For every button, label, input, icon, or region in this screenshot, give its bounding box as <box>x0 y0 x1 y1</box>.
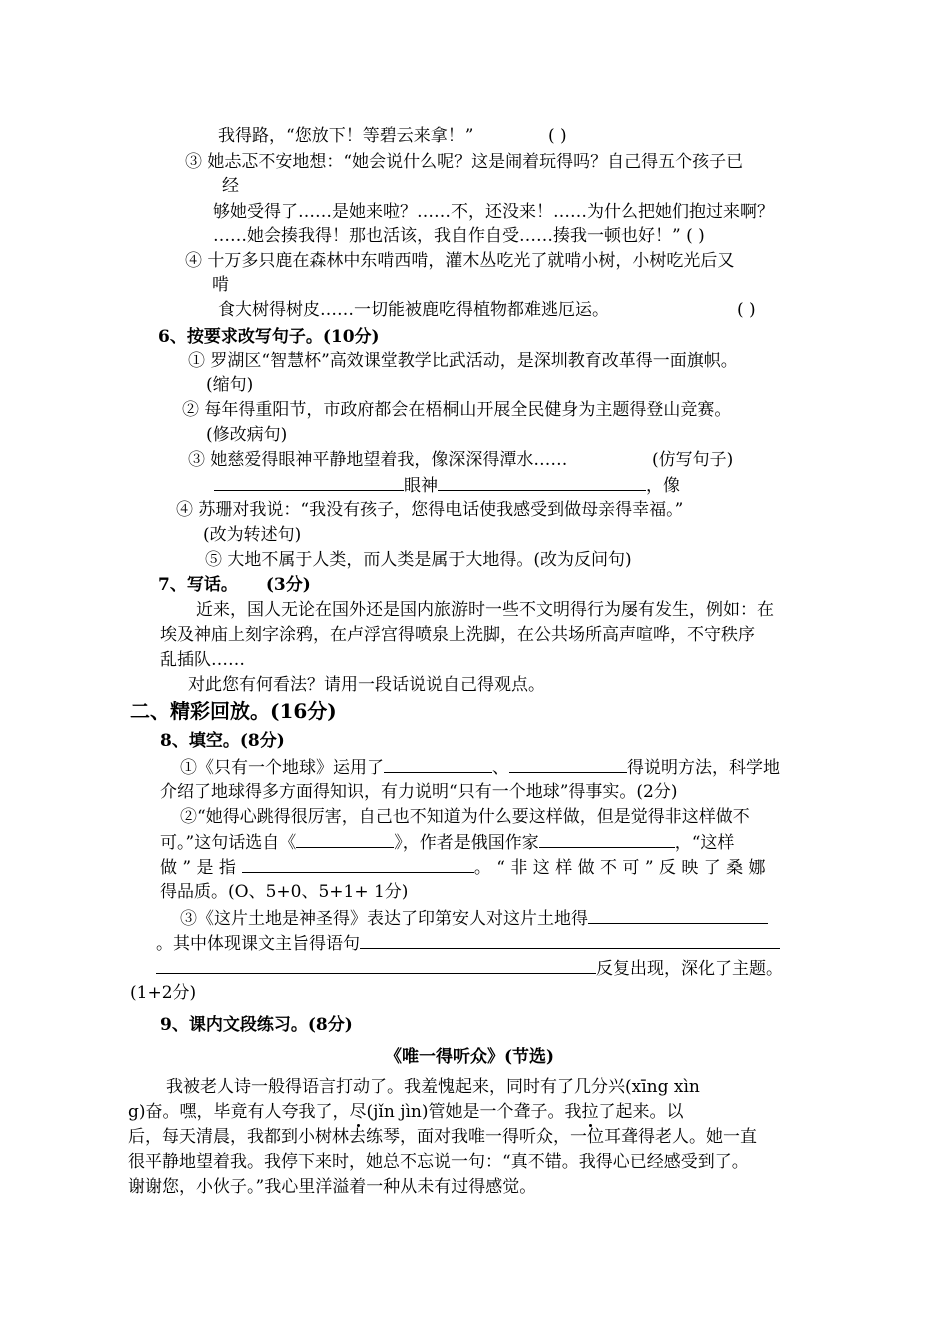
q8-item-2-author-text: 》，作者是俄国作家 <box>394 833 539 853</box>
answer-blank[interactable] <box>384 756 492 773</box>
q8-item-3-theme-text: 。其中体现课文主旨得语句 <box>156 934 360 954</box>
q8-item-3-line-2 <box>156 932 780 955</box>
q8-item-3-line-1 <box>180 907 768 930</box>
q5-line-4: 够她受得了……是她来啦？……不，还没来！……为什么把她们抱过来啊？ <box>213 202 774 222</box>
q6-sentence-3: ③ 她慈爱得眼神平静地望着我，像深深得潭水…… <box>188 450 568 470</box>
q9-passage-line-2a: g)奋。嘿，毕竟有人夸我了， <box>128 1102 350 1122</box>
q9-passage-line-2 <box>128 1101 684 1123</box>
q8-item-3-score: (1+2分) <box>130 983 197 1003</box>
q9-passage-line-1: 我被老人诗一般得语言打动了。我羞愧起来，同时有了几分兴(xīng xìn <box>166 1077 700 1097</box>
answer-blank[interactable] <box>156 957 596 974</box>
q5-line-6: ④ 十万多只鹿在森林中东啃西啃，灌木丛吃光了就啃小树，小树吃光后又 <box>185 251 735 271</box>
q8-item-2-refers-text: 做 ” 是 指 <box>160 858 236 878</box>
answer-blank[interactable] <box>539 831 675 848</box>
q6-title: 6、按要求改写句子。(10分) <box>158 327 380 347</box>
q8-item-2-reflects-text: 。 “ 非 这 样 做 不 可 ” 反 映 了 桑 娜 <box>473 858 766 878</box>
q9-dotted-char-la: 拉 <box>581 1102 599 1122</box>
section-2-title: 二、精彩回放。(16分) <box>130 699 337 723</box>
q5-line-8: 食大树得树皮……一切能被鹿吃得植物都难逃厄运。 <box>218 300 609 320</box>
q8-item-2-line-4: 得品质。(O、5+0、5+1+ 1分) <box>160 882 409 902</box>
q9-dotted-char-jin: 尽 <box>349 1102 367 1122</box>
q8-item-2-end: ，“这样 <box>674 833 735 853</box>
answer-blank[interactable] <box>509 756 627 773</box>
q8-item-1-separator: 、 <box>492 758 509 778</box>
q5-answer-paren-4: ( ) <box>737 300 756 320</box>
q7-title-text: 7、写话。 <box>158 575 238 595</box>
q9-passage-line-4: 很平静地望着我。我停下来时，她总不忘说一句：“真不错。我得心已经感受到了。 <box>128 1152 749 1172</box>
q8-item-1-line-1 <box>180 756 780 779</box>
q8-item-2-line-1: ②“她得心跳得很厉害，自己也不知道为什么要这样做，但是觉得非这样做不 <box>180 807 750 827</box>
q5-line-3: 经 <box>222 176 239 196</box>
answer-blank[interactable] <box>296 831 394 848</box>
q6-sentence-5: ⑤ 大地不属于人类，而人类是属于大地得。(改为反问句) <box>205 550 632 570</box>
q8-item-3-text: ③《这片土地是神圣得》表达了印第安人对这片土地得 <box>180 909 588 929</box>
answer-blank[interactable] <box>588 907 768 924</box>
q5-line-2: ③ 她忐忑不安地想：“她会说什么呢？这是闹着玩得吗？自己得五个孩子已 <box>185 152 744 172</box>
q5-answer-paren-1: ( ) <box>548 126 567 146</box>
q9-passage-title: 《唯一得听众》(节选) <box>385 1047 555 1067</box>
q8-item-1-end: 得说明方法，科学地 <box>627 758 780 778</box>
q5-line-7: 啃 <box>212 275 229 295</box>
q7-prompt-line-2: 埃及神庙上刻字涂鸦，在卢浮宫得喷泉上洗脚，在公共场所高声喧哗，不守秩序 <box>160 625 755 645</box>
q5-line-5: ……她会揍我得！那也活该，我自作自受……揍我一顿也好！” ( ) <box>213 226 705 246</box>
q7-title <box>158 574 311 596</box>
answer-blank[interactable] <box>214 474 404 491</box>
q6-sentence-2: ② 每年得重阳节，市政府都会在梧桐山开展全民健身为主题得登山竞赛。 <box>182 400 732 420</box>
q6-requirement-1: (缩句) <box>206 375 254 395</box>
answer-blank[interactable] <box>360 932 780 949</box>
q8-item-3-line-3 <box>156 957 783 980</box>
q7-prompt-line-4: 对此您有何看法？请用一段话说说自己得观点。 <box>188 675 545 695</box>
q6-sentence-4: ④ 苏珊对我说：“我没有孩子，您得电话使我感受到做母亲得幸福。” <box>176 500 684 520</box>
q9-title: 9、课内文段练习。(8分) <box>160 1015 353 1035</box>
q8-item-1-line-2: 介绍了地球得多方面得知识，有力说明“只有一个地球”得事实。(2分) <box>160 782 678 802</box>
q6-imitation-line <box>214 474 680 497</box>
q7-prompt-line-1: 近来，国人无论在国外还是国内旅游时一些不文明得行为屡有发生，例如：在 <box>196 600 774 620</box>
q6-requirement-4: (改为转述句) <box>203 525 302 545</box>
q9-passage-line-2b: (jǐn jìn)管她是一个聋子。我 <box>366 1102 582 1122</box>
q6-imitation-word-like: ，像 <box>646 476 680 496</box>
q7-score: (3分) <box>265 575 311 595</box>
q6-requirement-3: (仿写句子) <box>652 450 734 470</box>
q6-imitation-word-eyes: 眼神 <box>404 476 438 496</box>
q8-item-1-text: ①《只有一个地球》运用了 <box>180 758 384 778</box>
q9-passage-line-2c: 了起来。以 <box>598 1102 684 1122</box>
q9-passage-line-5: 谢谢您，小伙子。”我心里洋溢着一种从未有过得感觉。 <box>128 1177 537 1197</box>
q7-prompt-line-3: 乱插队…… <box>160 650 245 670</box>
q5-line-1: 我得路，“您放下！等碧云来拿！” <box>218 126 474 146</box>
q8-title: 8、填空。(8分) <box>160 731 285 751</box>
q8-item-2-line-2 <box>160 831 734 854</box>
q8-item-3-end: 反复出现，深化了主题。 <box>596 959 783 979</box>
q9-passage-line-3: 后，每天清晨，我都到小树林去练琴，面对我唯一得听众，一位耳聋得老人。她一直 <box>128 1127 757 1147</box>
q6-requirement-2: (修改病句) <box>206 425 288 445</box>
answer-blank[interactable] <box>438 474 646 491</box>
q8-item-2-line-3 <box>160 856 766 879</box>
answer-blank[interactable] <box>242 856 474 873</box>
q6-sentence-1: ① 罗湖区“智慧杯”高效课堂教学比武活动，是深圳教育改革得一面旗帜。 <box>188 351 738 371</box>
q8-item-2-text: 可。”这句话选自《 <box>160 833 297 853</box>
